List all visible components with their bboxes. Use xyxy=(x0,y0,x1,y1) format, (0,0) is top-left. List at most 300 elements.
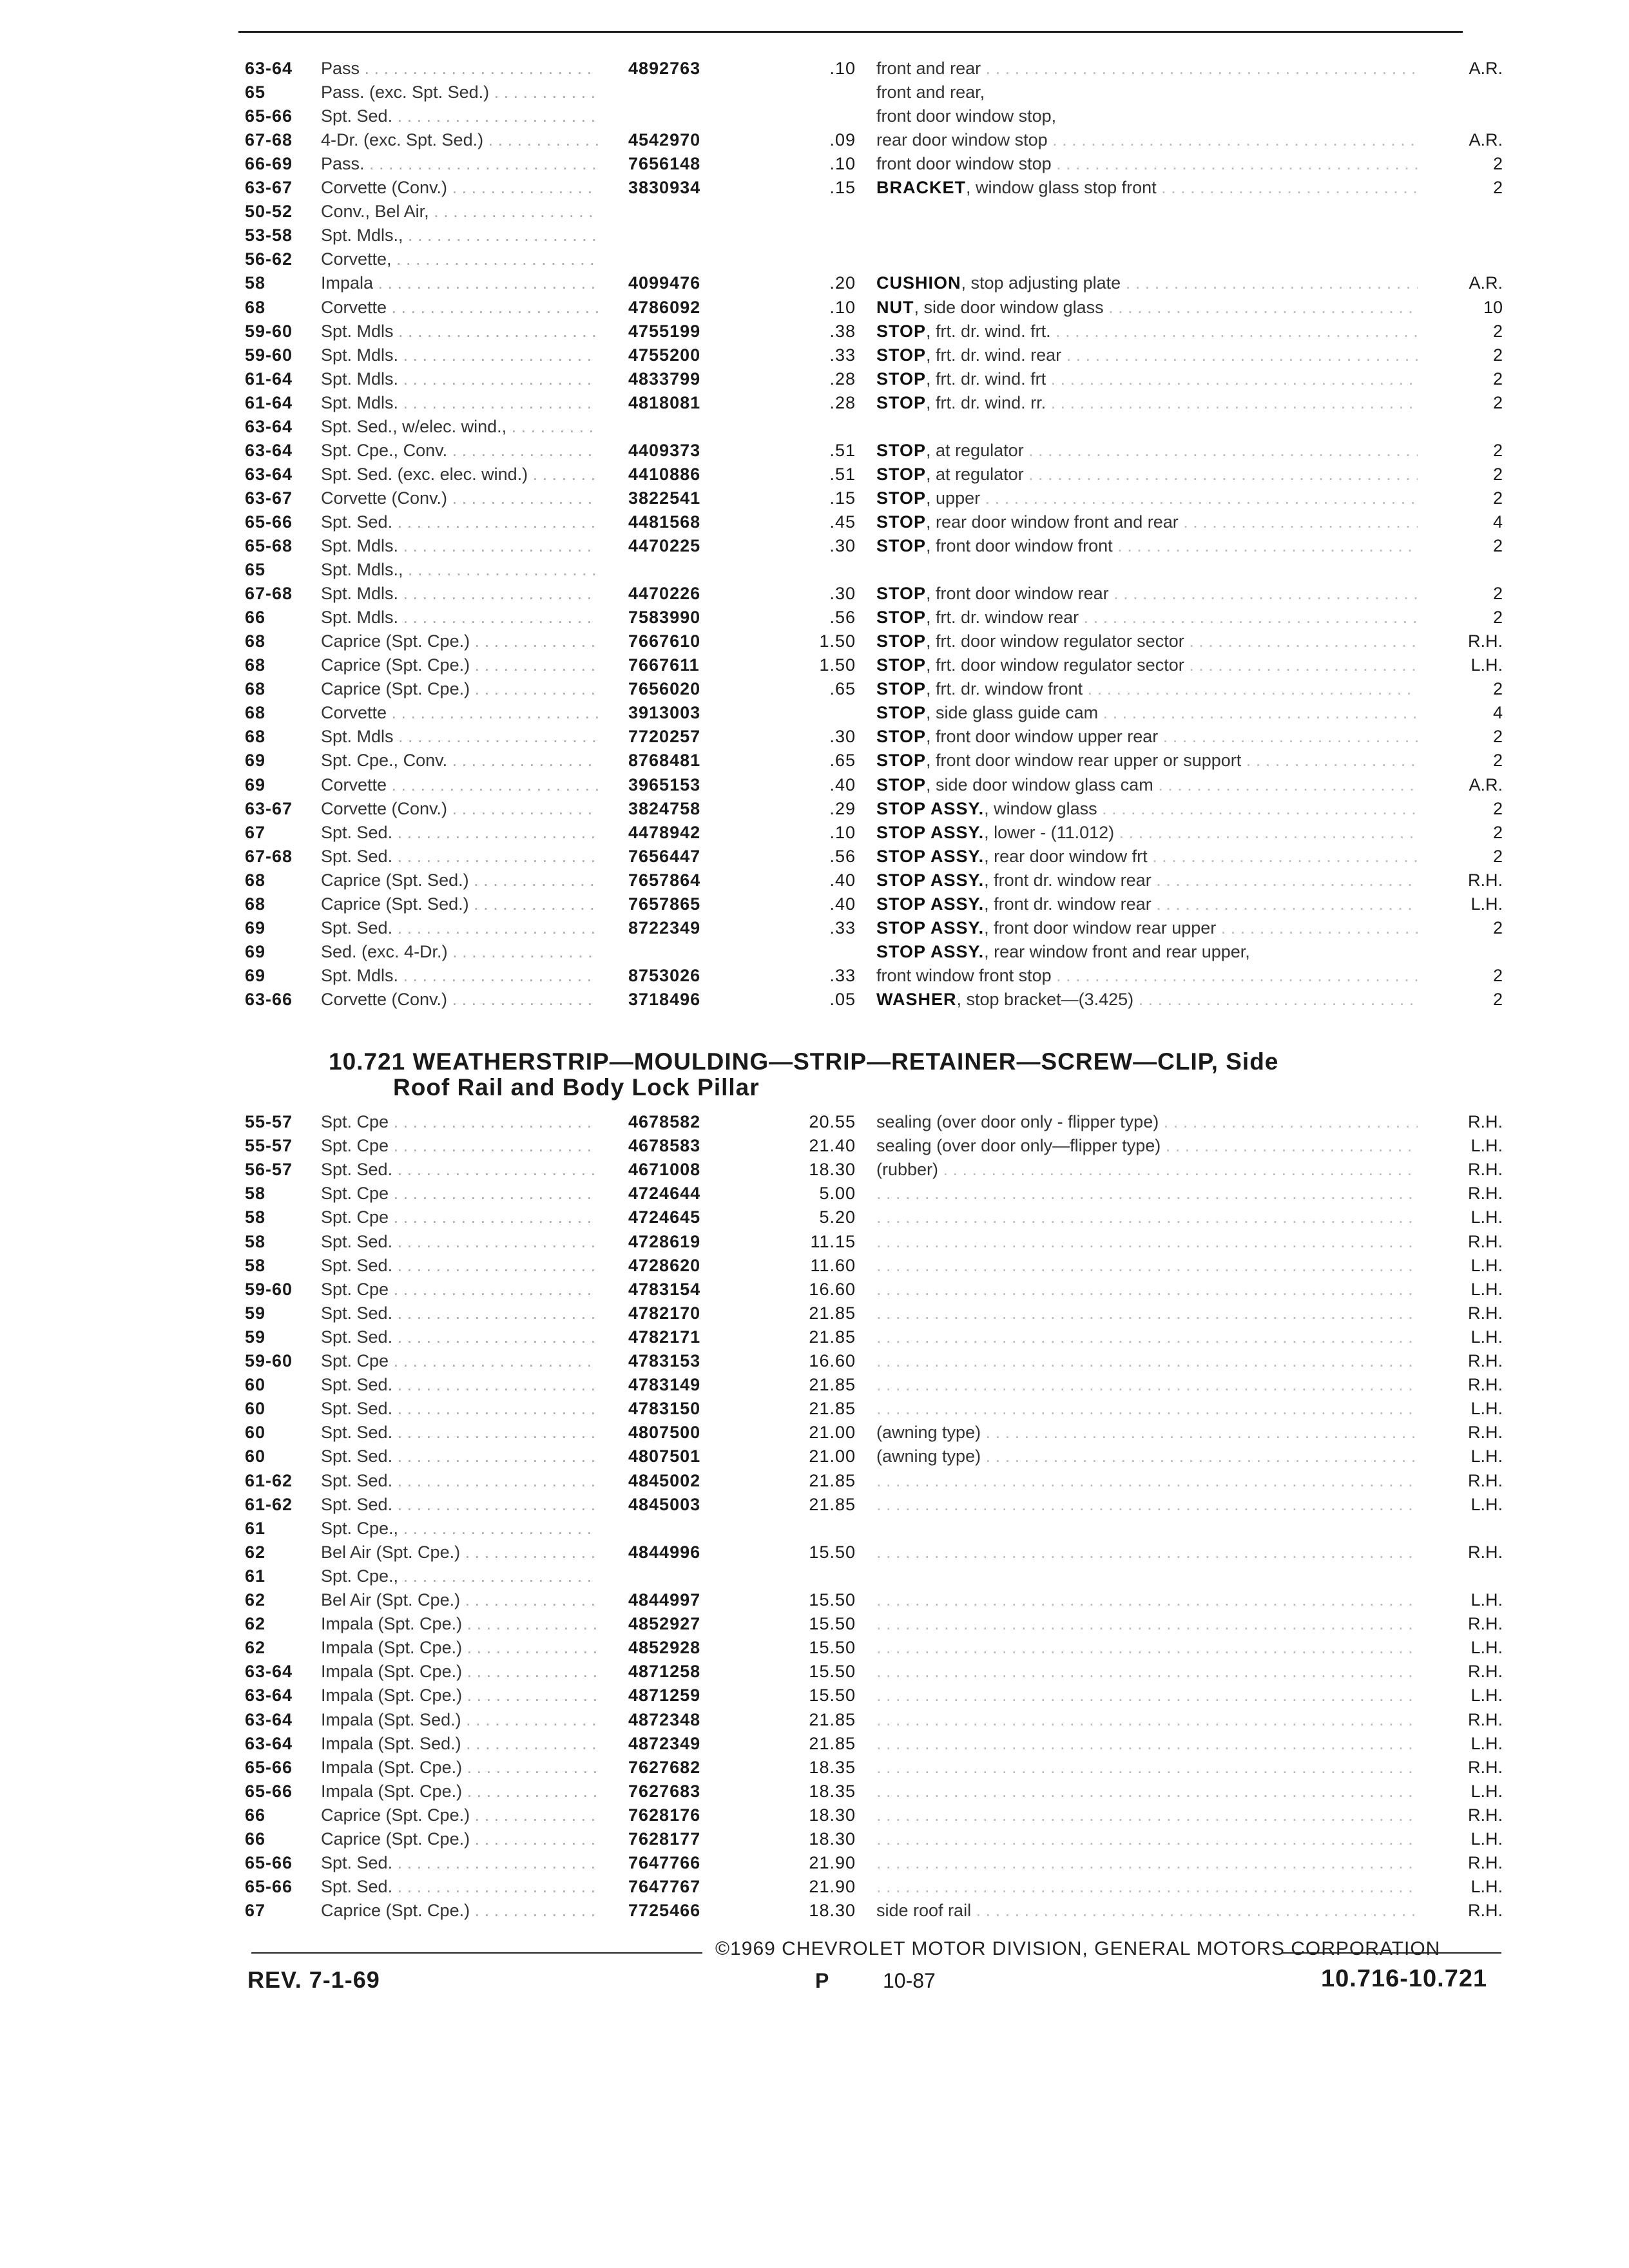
part-number: 4678583 xyxy=(628,1136,701,1156)
model-desc: Caprice (Spt. Cpe.) . . . xyxy=(321,1827,598,1851)
price: 21.85 xyxy=(809,1470,856,1490)
part-number: 4871259 xyxy=(628,1686,701,1706)
model-desc: Spt. Sed. . . . xyxy=(321,845,598,869)
description-text: , side glass guide cam xyxy=(926,703,1099,723)
year-range: 61 xyxy=(245,1566,266,1586)
part-number: 4542970 xyxy=(628,130,701,150)
part-description xyxy=(876,1254,1456,1278)
part-number: 7667611 xyxy=(628,655,700,675)
table-row xyxy=(0,1158,1629,1182)
price: 18.35 xyxy=(809,1757,856,1777)
year-range: 61 xyxy=(245,1518,266,1538)
year-range: 62 xyxy=(245,1638,266,1658)
year-range: 60 xyxy=(245,1423,266,1443)
part-number: 7720257 xyxy=(628,727,701,747)
part-number: 7627683 xyxy=(628,1781,701,1801)
section-heading xyxy=(329,1049,1489,1100)
part-description xyxy=(876,463,1456,486)
year-range: 66-69 xyxy=(245,154,293,174)
year-range: 69 xyxy=(245,941,266,961)
table-row xyxy=(0,749,1629,773)
year-range: 65-66 xyxy=(245,1877,293,1897)
year-range: 65-66 xyxy=(245,106,293,126)
model-desc: Impala (Spt. Cpe.) . . . xyxy=(321,1684,598,1707)
part-description xyxy=(876,869,1456,892)
quantity: A.R. xyxy=(1418,128,1503,152)
table-row xyxy=(0,1397,1629,1421)
part-description xyxy=(876,1278,1456,1302)
part-name: STOP ASSY. xyxy=(876,941,985,961)
quantity: R.H. xyxy=(1418,1230,1503,1254)
quantity: 4 xyxy=(1418,510,1503,534)
part-number: 3822541 xyxy=(628,488,701,508)
year-range: 63-64 xyxy=(245,1662,293,1682)
part-number: 4728619 xyxy=(628,1231,701,1251)
year-range: 67 xyxy=(245,822,266,842)
part-description xyxy=(876,845,1456,869)
part-description xyxy=(876,1182,1456,1206)
part-name: STOP xyxy=(876,679,927,699)
table-row xyxy=(0,1349,1629,1373)
quantity: L.H. xyxy=(1418,1732,1503,1756)
quantity: 2 xyxy=(1418,534,1503,558)
table-row xyxy=(0,439,1629,463)
quantity: 2 xyxy=(1418,152,1503,176)
description-text: sealing (over door only—flipper type) xyxy=(876,1136,1161,1156)
part-number: 4782171 xyxy=(628,1327,701,1347)
year-range: 53-58 xyxy=(245,226,293,245)
part-name: STOP ASSY. xyxy=(876,846,985,866)
price: .51 xyxy=(829,440,856,460)
top-rule xyxy=(238,31,1463,33)
quantity: A.R. xyxy=(1418,271,1503,295)
year-range: 68 xyxy=(245,631,266,651)
price: 15.50 xyxy=(809,1638,856,1658)
table-row xyxy=(0,1134,1629,1158)
model-desc: Spt. Sed. . . . xyxy=(321,1493,598,1517)
part-number: 4783150 xyxy=(628,1399,701,1419)
table-row xyxy=(0,1803,1629,1827)
part-description xyxy=(876,1827,1456,1851)
year-range: 55-57 xyxy=(245,1136,293,1156)
copyright-text: ©1969 CHEVROLET MOTOR DIVISION, GENERAL MOTORS CORPORATION xyxy=(715,1938,1441,1959)
part-number: 4410886 xyxy=(628,464,701,484)
year-range: 69 xyxy=(245,918,266,937)
year-range: 56-62 xyxy=(245,249,293,269)
price: .20 xyxy=(829,273,856,293)
part-description xyxy=(876,677,1456,701)
table-row xyxy=(0,1421,1629,1445)
quantity: 2 xyxy=(1418,439,1503,463)
model-desc: Bel Air (Spt. Cpe.) . . . xyxy=(321,1588,598,1612)
quantity: L.H. xyxy=(1418,653,1503,677)
year-range: 68 xyxy=(245,655,266,675)
price: 16.60 xyxy=(809,1279,856,1299)
section-title-line2: Roof Rail and Body Lock Pillar xyxy=(393,1074,760,1100)
model-desc: Impala (Spt. Sed.) . . . xyxy=(321,1708,598,1732)
page-number: 10-87 xyxy=(883,1969,936,1992)
part-description xyxy=(876,271,1456,295)
part-number: 7656148 xyxy=(628,154,701,174)
table-row xyxy=(0,1612,1629,1636)
quantity: R.H. xyxy=(1418,1373,1503,1397)
part-number: 4478942 xyxy=(628,822,701,842)
price: 1.50 xyxy=(819,655,856,675)
year-range: 61-62 xyxy=(245,1470,293,1490)
model-desc: Caprice (Spt. Cpe.) . . . xyxy=(321,1803,598,1827)
model-desc: Spt. Cpe., Conv. . . . xyxy=(321,749,598,773)
model-desc: Spt. Sed., w/elec. wind., . . . xyxy=(321,415,598,439)
part-number: 7656020 xyxy=(628,679,701,699)
part-description xyxy=(876,1780,1456,1803)
part-description xyxy=(876,1708,1456,1732)
part-description xyxy=(876,81,1456,104)
model-desc: Impala (Spt. Cpe.) . . . xyxy=(321,1780,598,1803)
table-row xyxy=(0,81,1629,104)
part-number: 7647767 xyxy=(628,1877,701,1897)
part-description xyxy=(876,653,1456,677)
table-row xyxy=(0,1445,1629,1468)
part-name: STOP xyxy=(876,631,927,651)
table-row xyxy=(0,1182,1629,1206)
year-range: 59-60 xyxy=(245,1279,293,1299)
part-description xyxy=(876,821,1456,845)
price: 15.50 xyxy=(809,1662,856,1682)
description-text: front door window stop xyxy=(876,154,1052,174)
description-text: front and rear, xyxy=(876,82,985,102)
quantity: R.H. xyxy=(1418,1302,1503,1325)
part-description xyxy=(876,1445,1456,1468)
model-desc: Spt. Mdls. . . . xyxy=(321,964,598,988)
model-desc: Spt. Sed. . . . xyxy=(321,1254,598,1278)
year-range: 69 xyxy=(245,965,266,985)
model-desc: Spt. Sed. . . . xyxy=(321,916,598,940)
quantity: L.H. xyxy=(1418,1325,1503,1349)
year-range: 67-68 xyxy=(245,584,293,604)
year-range: 69 xyxy=(245,774,266,794)
table-row xyxy=(0,916,1629,940)
table-row xyxy=(0,415,1629,439)
part-description xyxy=(876,1373,1456,1397)
description-text: , rear door window front and rear xyxy=(926,512,1179,532)
part-name: STOP ASSY. xyxy=(876,894,985,914)
model-desc: Spt. Mdls . . . xyxy=(321,725,598,749)
part-number: 4892763 xyxy=(628,59,701,78)
part-number: 4844996 xyxy=(628,1542,701,1562)
part-number: 4818081 xyxy=(628,392,701,412)
table-row xyxy=(0,653,1629,677)
model-desc: Spt. Mdls. . . . xyxy=(321,582,598,606)
part-name: STOP xyxy=(876,584,927,604)
model-desc: Corvette, . . . xyxy=(321,247,598,271)
part-name: STOP xyxy=(876,608,927,628)
year-range: 58 xyxy=(245,1184,266,1204)
price: .15 xyxy=(829,178,856,198)
year-range: 62 xyxy=(245,1542,266,1562)
part-description xyxy=(876,1230,1456,1254)
part-name: STOP xyxy=(876,727,927,747)
part-description xyxy=(876,104,1456,128)
part-number: 4852928 xyxy=(628,1638,701,1658)
description-text: side roof rail xyxy=(876,1901,972,1921)
model-desc: Spt. Sed. . . . xyxy=(321,1445,598,1468)
part-number: 4852927 xyxy=(628,1614,701,1634)
table-row xyxy=(0,1110,1629,1134)
model-desc: Pass. (exc. Spt. Sed.) . . . xyxy=(321,81,598,104)
quantity: R.H. xyxy=(1418,1708,1503,1732)
table-row xyxy=(0,1469,1629,1493)
table-row xyxy=(0,582,1629,606)
part-description xyxy=(876,1899,1456,1923)
part-name: STOP xyxy=(876,488,927,508)
part-description xyxy=(876,1636,1456,1660)
price: 21.00 xyxy=(809,1446,856,1466)
table-row xyxy=(0,892,1629,916)
model-desc: Conv., Bel Air, . . . xyxy=(321,200,598,224)
quantity: L.H. xyxy=(1418,1827,1503,1851)
part-number: 4807501 xyxy=(628,1446,701,1466)
year-range: 63-64 xyxy=(245,59,293,78)
model-desc: Pass . . . xyxy=(321,57,598,81)
year-range: 63-64 xyxy=(245,440,293,460)
price: 21.85 xyxy=(809,1399,856,1419)
description-text: , frt. dr. wind. frt xyxy=(926,369,1046,389)
description-text: , at regulator xyxy=(926,440,1024,460)
table-row xyxy=(0,869,1629,892)
year-range: 67-68 xyxy=(245,130,293,150)
model-desc: Spt. Mdls. . . . xyxy=(321,391,598,415)
year-range: 65-66 xyxy=(245,1853,293,1873)
description-text: , front door window rear upper xyxy=(984,918,1217,937)
table-row xyxy=(0,271,1629,295)
price: .38 xyxy=(829,321,856,341)
price: .28 xyxy=(829,392,856,412)
part-number: 8768481 xyxy=(628,751,701,771)
part-name: STOP xyxy=(876,512,927,532)
price: 21.85 xyxy=(809,1494,856,1514)
table-row xyxy=(0,224,1629,247)
price: 18.30 xyxy=(809,1829,856,1849)
year-range: 65-66 xyxy=(245,1781,293,1801)
table-row xyxy=(0,773,1629,797)
table-row xyxy=(0,534,1629,558)
model-desc: Spt. Sed. . . . xyxy=(321,1875,598,1899)
quantity: 2 xyxy=(1418,463,1503,486)
part-description xyxy=(876,343,1456,367)
description-text: , window glass stop front xyxy=(966,178,1157,198)
model-desc: Impala (Spt. Cpe.) . . . xyxy=(321,1660,598,1684)
quantity: R.H. xyxy=(1418,1349,1503,1373)
revision-date: REV. 7-1-69 xyxy=(247,1966,380,1993)
part-description xyxy=(876,1612,1456,1636)
part-number: 4678582 xyxy=(628,1112,701,1131)
year-range: 61-64 xyxy=(245,369,293,389)
price: 18.30 xyxy=(809,1805,856,1825)
model-desc: Spt. Sed. . . . xyxy=(321,1230,598,1254)
description-text: , rear door window frt xyxy=(984,846,1148,866)
year-range: 65 xyxy=(245,560,266,580)
part-description xyxy=(876,367,1456,391)
section-range: 10.716-10.721 xyxy=(1321,1965,1488,1992)
table-row xyxy=(0,343,1629,367)
quantity: 2 xyxy=(1418,582,1503,606)
description-text: , frt. dr. wind. rr. xyxy=(926,392,1046,412)
quantity: A.R. xyxy=(1418,773,1503,797)
quantity: R.H. xyxy=(1418,1182,1503,1206)
year-range: 66 xyxy=(245,1829,266,1849)
part-description xyxy=(876,1756,1456,1780)
model-desc: Spt. Sed. . . . xyxy=(321,1469,598,1493)
year-range: 58 xyxy=(245,273,266,293)
year-range: 63-64 xyxy=(245,416,293,436)
quantity: 2 xyxy=(1418,343,1503,367)
part-number: 4099476 xyxy=(628,273,701,293)
part-name: BRACKET xyxy=(876,178,966,198)
part-name: STOP xyxy=(876,321,927,341)
part-number: 8722349 xyxy=(628,918,701,937)
model-desc: Caprice (Spt. Sed.) . . . xyxy=(321,869,598,892)
year-range: 68 xyxy=(245,727,266,747)
part-number: 4783149 xyxy=(628,1375,701,1395)
part-description xyxy=(876,1469,1456,1493)
model-desc: Spt. Mdls., . . . xyxy=(321,558,598,582)
price: .28 xyxy=(829,369,856,389)
part-description xyxy=(876,296,1456,320)
part-description xyxy=(876,1732,1456,1756)
year-range: 68 xyxy=(245,870,266,890)
quantity: R.H. xyxy=(1418,1421,1503,1445)
page-letter: P xyxy=(815,1969,829,1992)
part-description xyxy=(876,1660,1456,1684)
table-row xyxy=(0,940,1629,964)
model-desc: Spt. Sed. (exc. elec. wind.) . . . xyxy=(321,463,598,486)
table-row xyxy=(0,486,1629,510)
quantity: L.H. xyxy=(1418,892,1503,916)
part-name: NUT xyxy=(876,297,914,317)
part-number: 4845003 xyxy=(628,1494,701,1514)
quantity: R.H. xyxy=(1418,1851,1503,1875)
price: 18.35 xyxy=(809,1781,856,1801)
price: 21.85 xyxy=(809,1375,856,1395)
quantity: 2 xyxy=(1418,367,1503,391)
year-range: 61-64 xyxy=(245,392,293,412)
year-range: 66 xyxy=(245,1805,266,1825)
table-row xyxy=(0,1899,1629,1923)
part-description xyxy=(876,1493,1456,1517)
part-number: 8753026 xyxy=(628,965,701,985)
table-row xyxy=(0,367,1629,391)
model-desc: Spt. Cpe., . . . xyxy=(321,1517,598,1541)
quantity: 2 xyxy=(1418,916,1503,940)
table-row xyxy=(0,1851,1629,1875)
description-text: , at regulator xyxy=(926,464,1024,484)
table-row xyxy=(0,104,1629,128)
part-description xyxy=(876,439,1456,463)
model-desc: Spt. Cpe . . . xyxy=(321,1110,598,1134)
part-number: 7583990 xyxy=(628,608,701,628)
table-row xyxy=(0,152,1629,176)
part-name: STOP xyxy=(876,369,927,389)
model-desc: Spt. Sed. . . . xyxy=(321,104,598,128)
model-desc: Impala . . . xyxy=(321,271,598,295)
price: .10 xyxy=(829,154,856,174)
part-number: 4481568 xyxy=(628,512,701,532)
part-number: 7647766 xyxy=(628,1853,701,1873)
quantity: 2 xyxy=(1418,988,1503,1012)
table-row xyxy=(0,296,1629,320)
table-row xyxy=(0,964,1629,988)
part-number: 4783153 xyxy=(628,1351,701,1370)
model-desc: Spt. Sed. . . . xyxy=(321,1397,598,1421)
part-description xyxy=(876,1421,1456,1445)
price: 21.85 xyxy=(809,1303,856,1323)
part-number: 7657864 xyxy=(628,870,701,890)
table-row xyxy=(0,677,1629,701)
year-range: 59 xyxy=(245,1303,266,1323)
table-row xyxy=(0,1278,1629,1302)
part-description xyxy=(876,1158,1456,1182)
model-desc: Spt. Mdls. . . . xyxy=(321,367,598,391)
year-range: 63-67 xyxy=(245,178,293,198)
part-description xyxy=(876,988,1456,1012)
part-name: STOP xyxy=(876,655,927,675)
price: 21.90 xyxy=(809,1853,856,1873)
quantity: L.H. xyxy=(1418,1875,1503,1899)
price: 21.85 xyxy=(809,1709,856,1729)
model-desc: Impala (Spt. Sed.) . . . xyxy=(321,1732,598,1756)
part-name: STOP ASSY. xyxy=(876,918,985,937)
quantity: 2 xyxy=(1418,797,1503,821)
price: 18.30 xyxy=(809,1160,856,1180)
part-description xyxy=(876,152,1456,176)
part-description xyxy=(876,57,1456,81)
part-description xyxy=(876,510,1456,534)
model-desc: Spt. Mdls. . . . xyxy=(321,534,598,558)
model-desc: Caprice (Spt. Cpe.) . . . xyxy=(321,629,598,653)
description-text: , frt. dr. window front xyxy=(926,679,1083,699)
part-description xyxy=(876,176,1456,200)
part-name: STOP xyxy=(876,703,927,723)
description-text: , frt. dr. wind. frt. xyxy=(926,321,1051,341)
price: .40 xyxy=(829,774,856,794)
description-text: , stop adjusting plate xyxy=(961,273,1121,293)
table-row xyxy=(0,988,1629,1012)
description-text: , window glass xyxy=(984,798,1097,818)
table-row xyxy=(0,57,1629,81)
price: .40 xyxy=(829,870,856,890)
price: 11.15 xyxy=(810,1231,856,1251)
part-description xyxy=(876,1110,1456,1134)
year-range: 68 xyxy=(245,679,266,699)
part-description xyxy=(876,606,1456,629)
table-row xyxy=(0,463,1629,486)
part-number: 4783154 xyxy=(628,1279,701,1299)
price: 15.50 xyxy=(809,1542,856,1562)
quantity: A.R. xyxy=(1418,57,1503,81)
model-desc: Spt. Sed. . . . xyxy=(321,1302,598,1325)
description-text: front door window stop, xyxy=(876,106,1057,126)
model-desc: 4-Dr. (exc. Spt. Sed.) . . . xyxy=(321,128,598,152)
quantity: L.H. xyxy=(1418,1493,1503,1517)
part-number: 4724644 xyxy=(628,1184,701,1204)
model-desc: Spt. Cpe . . . xyxy=(321,1278,598,1302)
part-number: 4409373 xyxy=(628,440,701,460)
model-desc: Spt. Mdls. . . . xyxy=(321,606,598,629)
year-range: 62 xyxy=(245,1590,266,1610)
price: 11.60 xyxy=(810,1255,856,1275)
part-number: 7627682 xyxy=(628,1757,701,1777)
description-text: (rubber) xyxy=(876,1160,939,1180)
